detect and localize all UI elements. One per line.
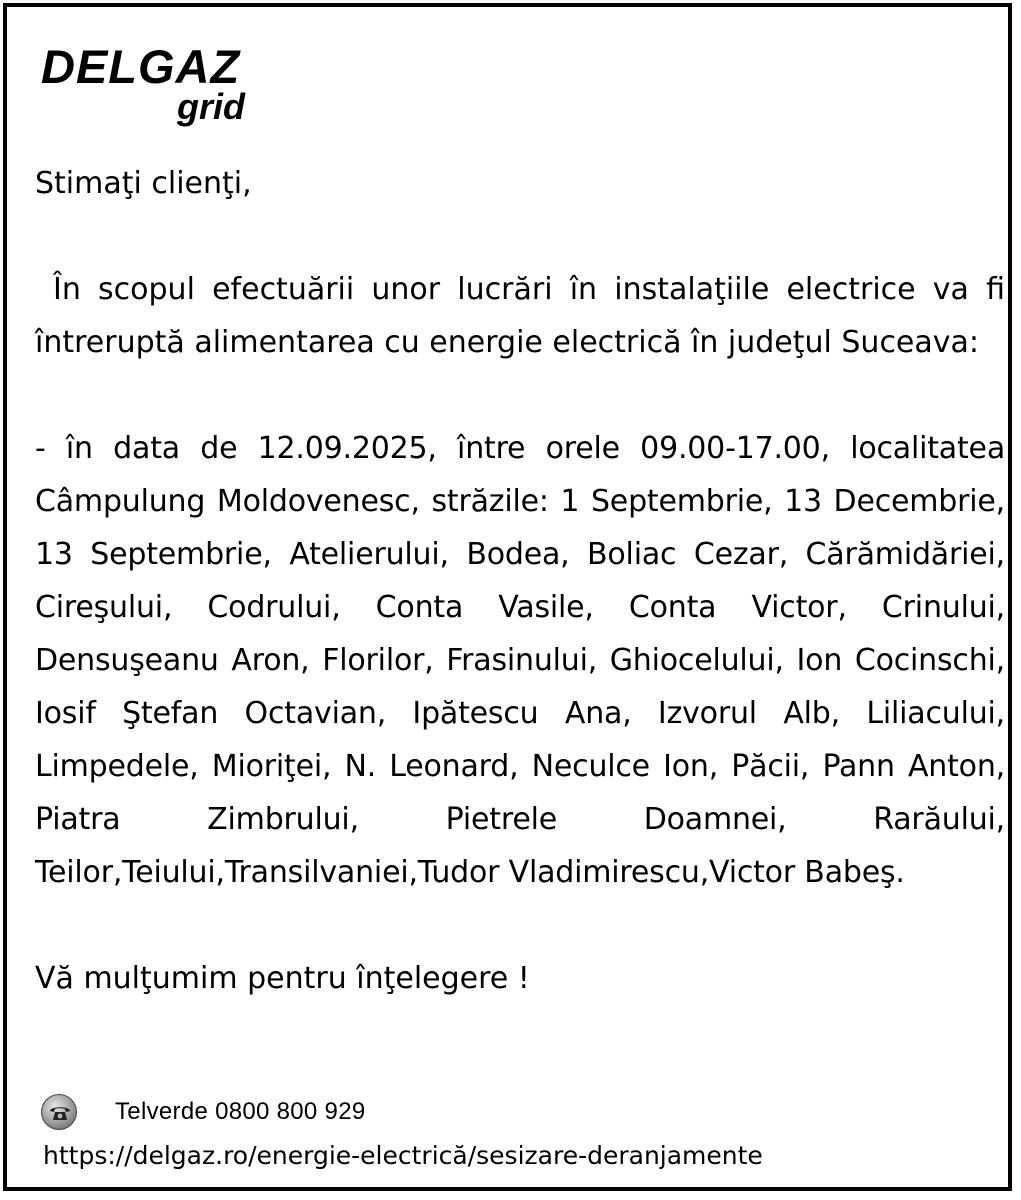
- notice-frame: [3, 3, 1012, 1191]
- outage-details: - în data de 12.09.2025, între orele 09.00-17.00, localitatea Câmpulung Moldovenesc, străzile: 1 Septembrie, 13 Decembrie, 13 Septembrie, Atelierului, Bodea, Boliac Cezar, Cărămidăriei, Cireşului, Codrului, Conta Vasile, Conta Victor, Crinului, Densuşeanu Aron, Florilor, Frasinului, Ghiocelului, Ion Cocinschi, Iosif Ştefan Octavian, Ipătescu Ana, Izvorul Alb, Liliacului, Limpedele, Mioriţei, N. Leonard, Neculce Ion, Păcii, Pann Anton, Piatra Zimbrului, Pietrele Doamnei, Rarăului, Teilor,Teiului,Transilvaniei,Tudor Vladimirescu,Victor Babeş.: [35, 431, 1005, 890]
- logo-sub: grid: [177, 86, 245, 127]
- intro-paragraph: În scopul efectuării unor lucrări în instalaţiile electrice va fi întreruptă alimentarea cu energie electrică în judeţul Suceava:: [35, 272, 1005, 360]
- report-url[interactable]: https://delgaz.ro/energie-electrică/sesizare-deranjamente: [43, 1141, 763, 1170]
- logo-brand: DELGAZ: [41, 40, 241, 93]
- notice-body: [35, 157, 1005, 1005]
- telephone-icon: [41, 1094, 77, 1130]
- contact-line: [41, 1094, 741, 1138]
- greeting: Stimaţi clienţi,: [35, 166, 252, 201]
- delgaz-grid-logo: [41, 41, 281, 133]
- thanks-line: Vă mulţumim pentru înţelegere !: [35, 961, 530, 996]
- phone-number: Telverde 0800 800 929: [115, 1098, 366, 1125]
